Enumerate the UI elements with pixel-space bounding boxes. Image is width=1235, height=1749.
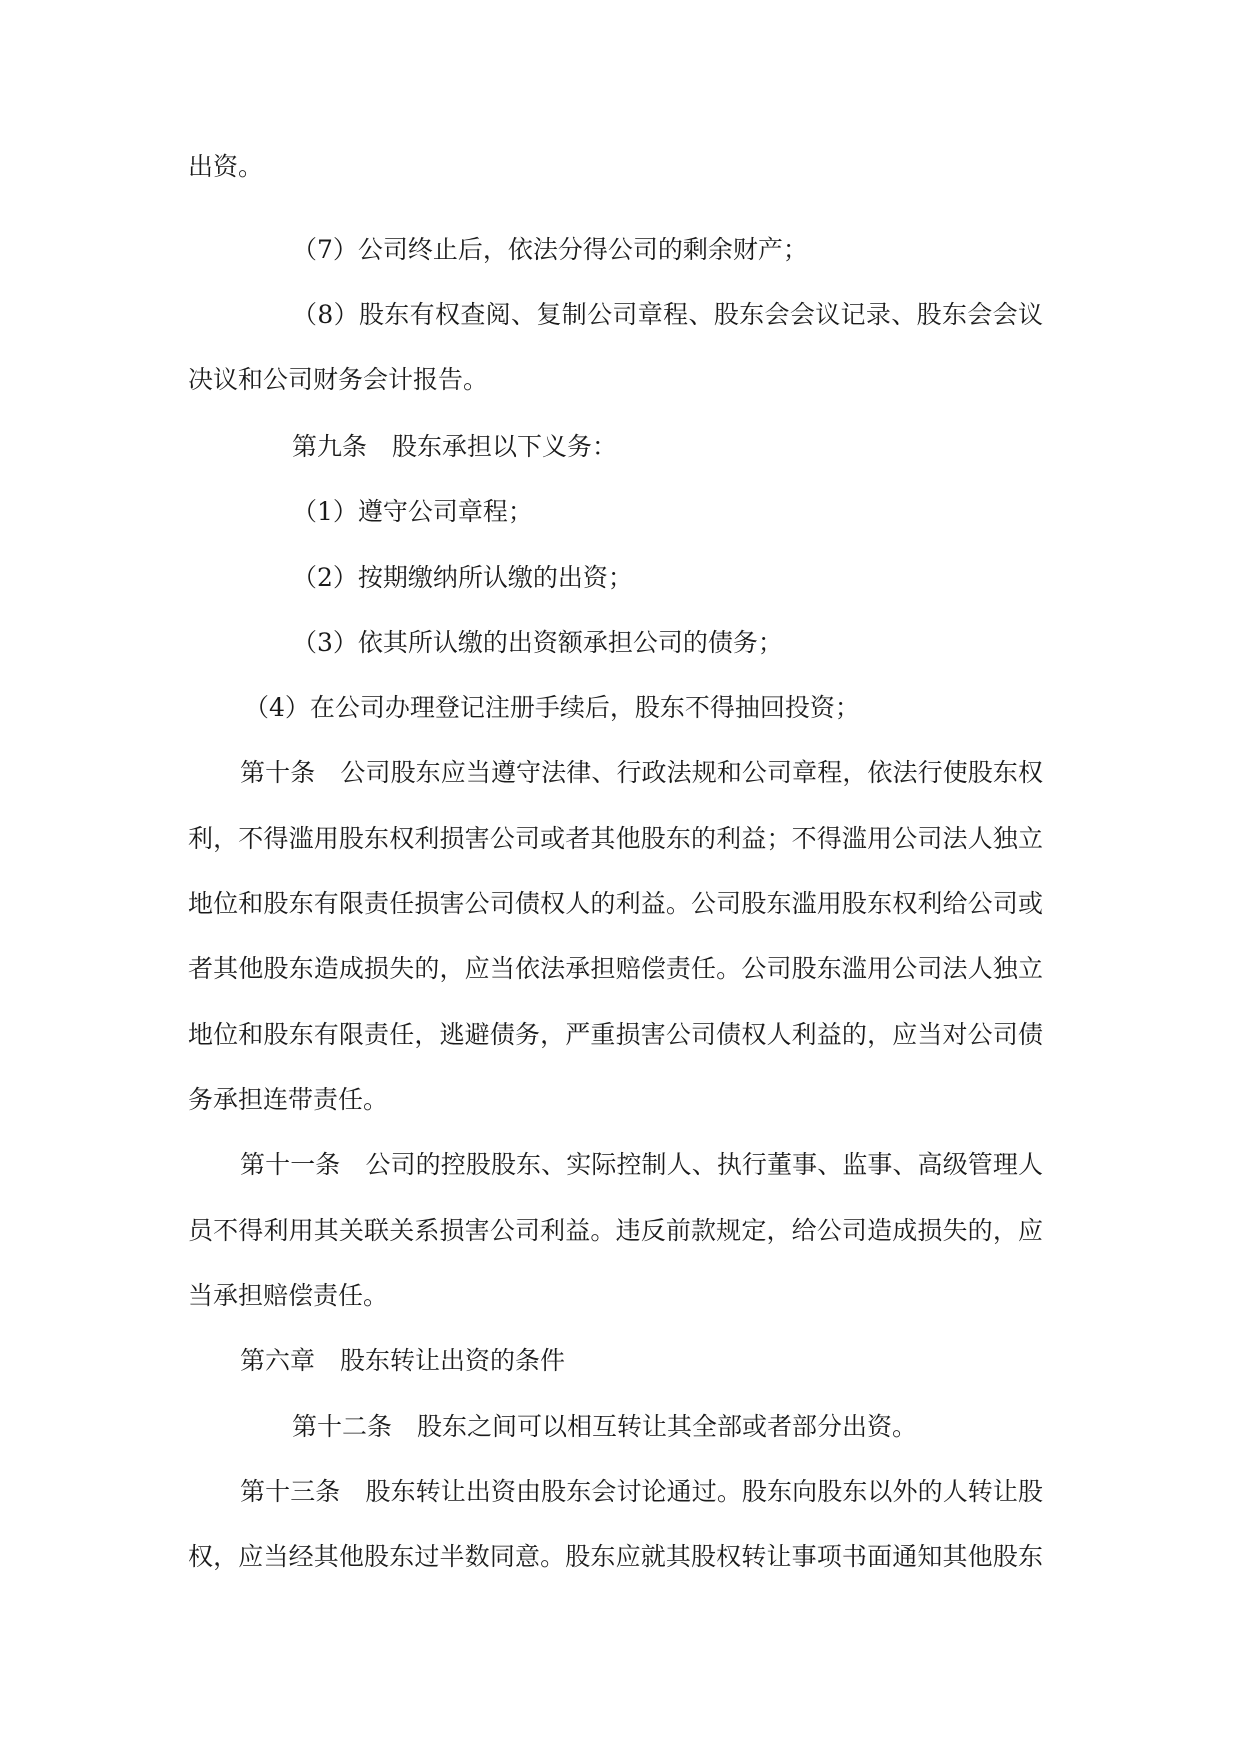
article-text: 权，应当经其他股东过半数同意。股东应就其股权转让事项书面通知其他股东 [188, 1542, 1043, 1571]
chapter-heading: 第六章 股东转让出资的条件 [240, 1346, 566, 1375]
list-item: （7）公司终止后，依法分得公司的剩余财产； [292, 235, 808, 264]
list-item: （8）股东有权查阅、复制公司章程、股东会会议记录、股东会会议 [292, 300, 1043, 329]
list-item: （2）按期缴纳所认缴的出资； [292, 563, 633, 592]
article-text: 第十条 公司股东应当遵守法律、行政法规和公司章程，依法行使股东权 [240, 758, 1043, 787]
text-line: 决议和公司财务会计报告。 [188, 365, 489, 394]
list-item: （1）遵守公司章程； [292, 497, 533, 526]
article-text: 第十二条 股东之间可以相互转让其全部或者部分出资。 [292, 1412, 918, 1441]
article-text: 地位和股东有限责任，逃避债务，严重损害公司债权人利益的，应当对公司债 [188, 1020, 1043, 1049]
list-item: （3）依其所认缴的出资额承担公司的债务； [292, 628, 783, 657]
list-item: （4）在公司办理登记注册手续后，股东不得抽回投资； [244, 693, 860, 722]
text-line: 出资。 [188, 152, 264, 181]
article-text: 第十一条 公司的控股股东、实际控制人、执行董事、监事、高级管理人 [240, 1150, 1043, 1179]
article-heading: 第九条 股东承担以下义务： [292, 432, 618, 461]
article-text: 员不得利用其关联关系损害公司利益。违反前款规定，给公司造成损失的，应 [188, 1216, 1043, 1245]
article-text: 者其他股东造成损失的，应当依法承担赔偿责任。公司股东滥用公司法人独立 [188, 954, 1043, 983]
article-text: 当承担赔偿责任。 [188, 1281, 389, 1310]
article-text: 地位和股东有限责任损害公司债权人的利益。公司股东滥用股东权利给公司或 [188, 889, 1043, 918]
article-text: 第十三条 股东转让出资由股东会讨论通过。股东向股东以外的人转让股 [240, 1477, 1043, 1506]
article-text: 务承担连带责任。 [188, 1085, 389, 1114]
article-text: 利，不得滥用股东权利损害公司或者其他股东的利益；不得滥用公司法人独立 [188, 824, 1043, 853]
